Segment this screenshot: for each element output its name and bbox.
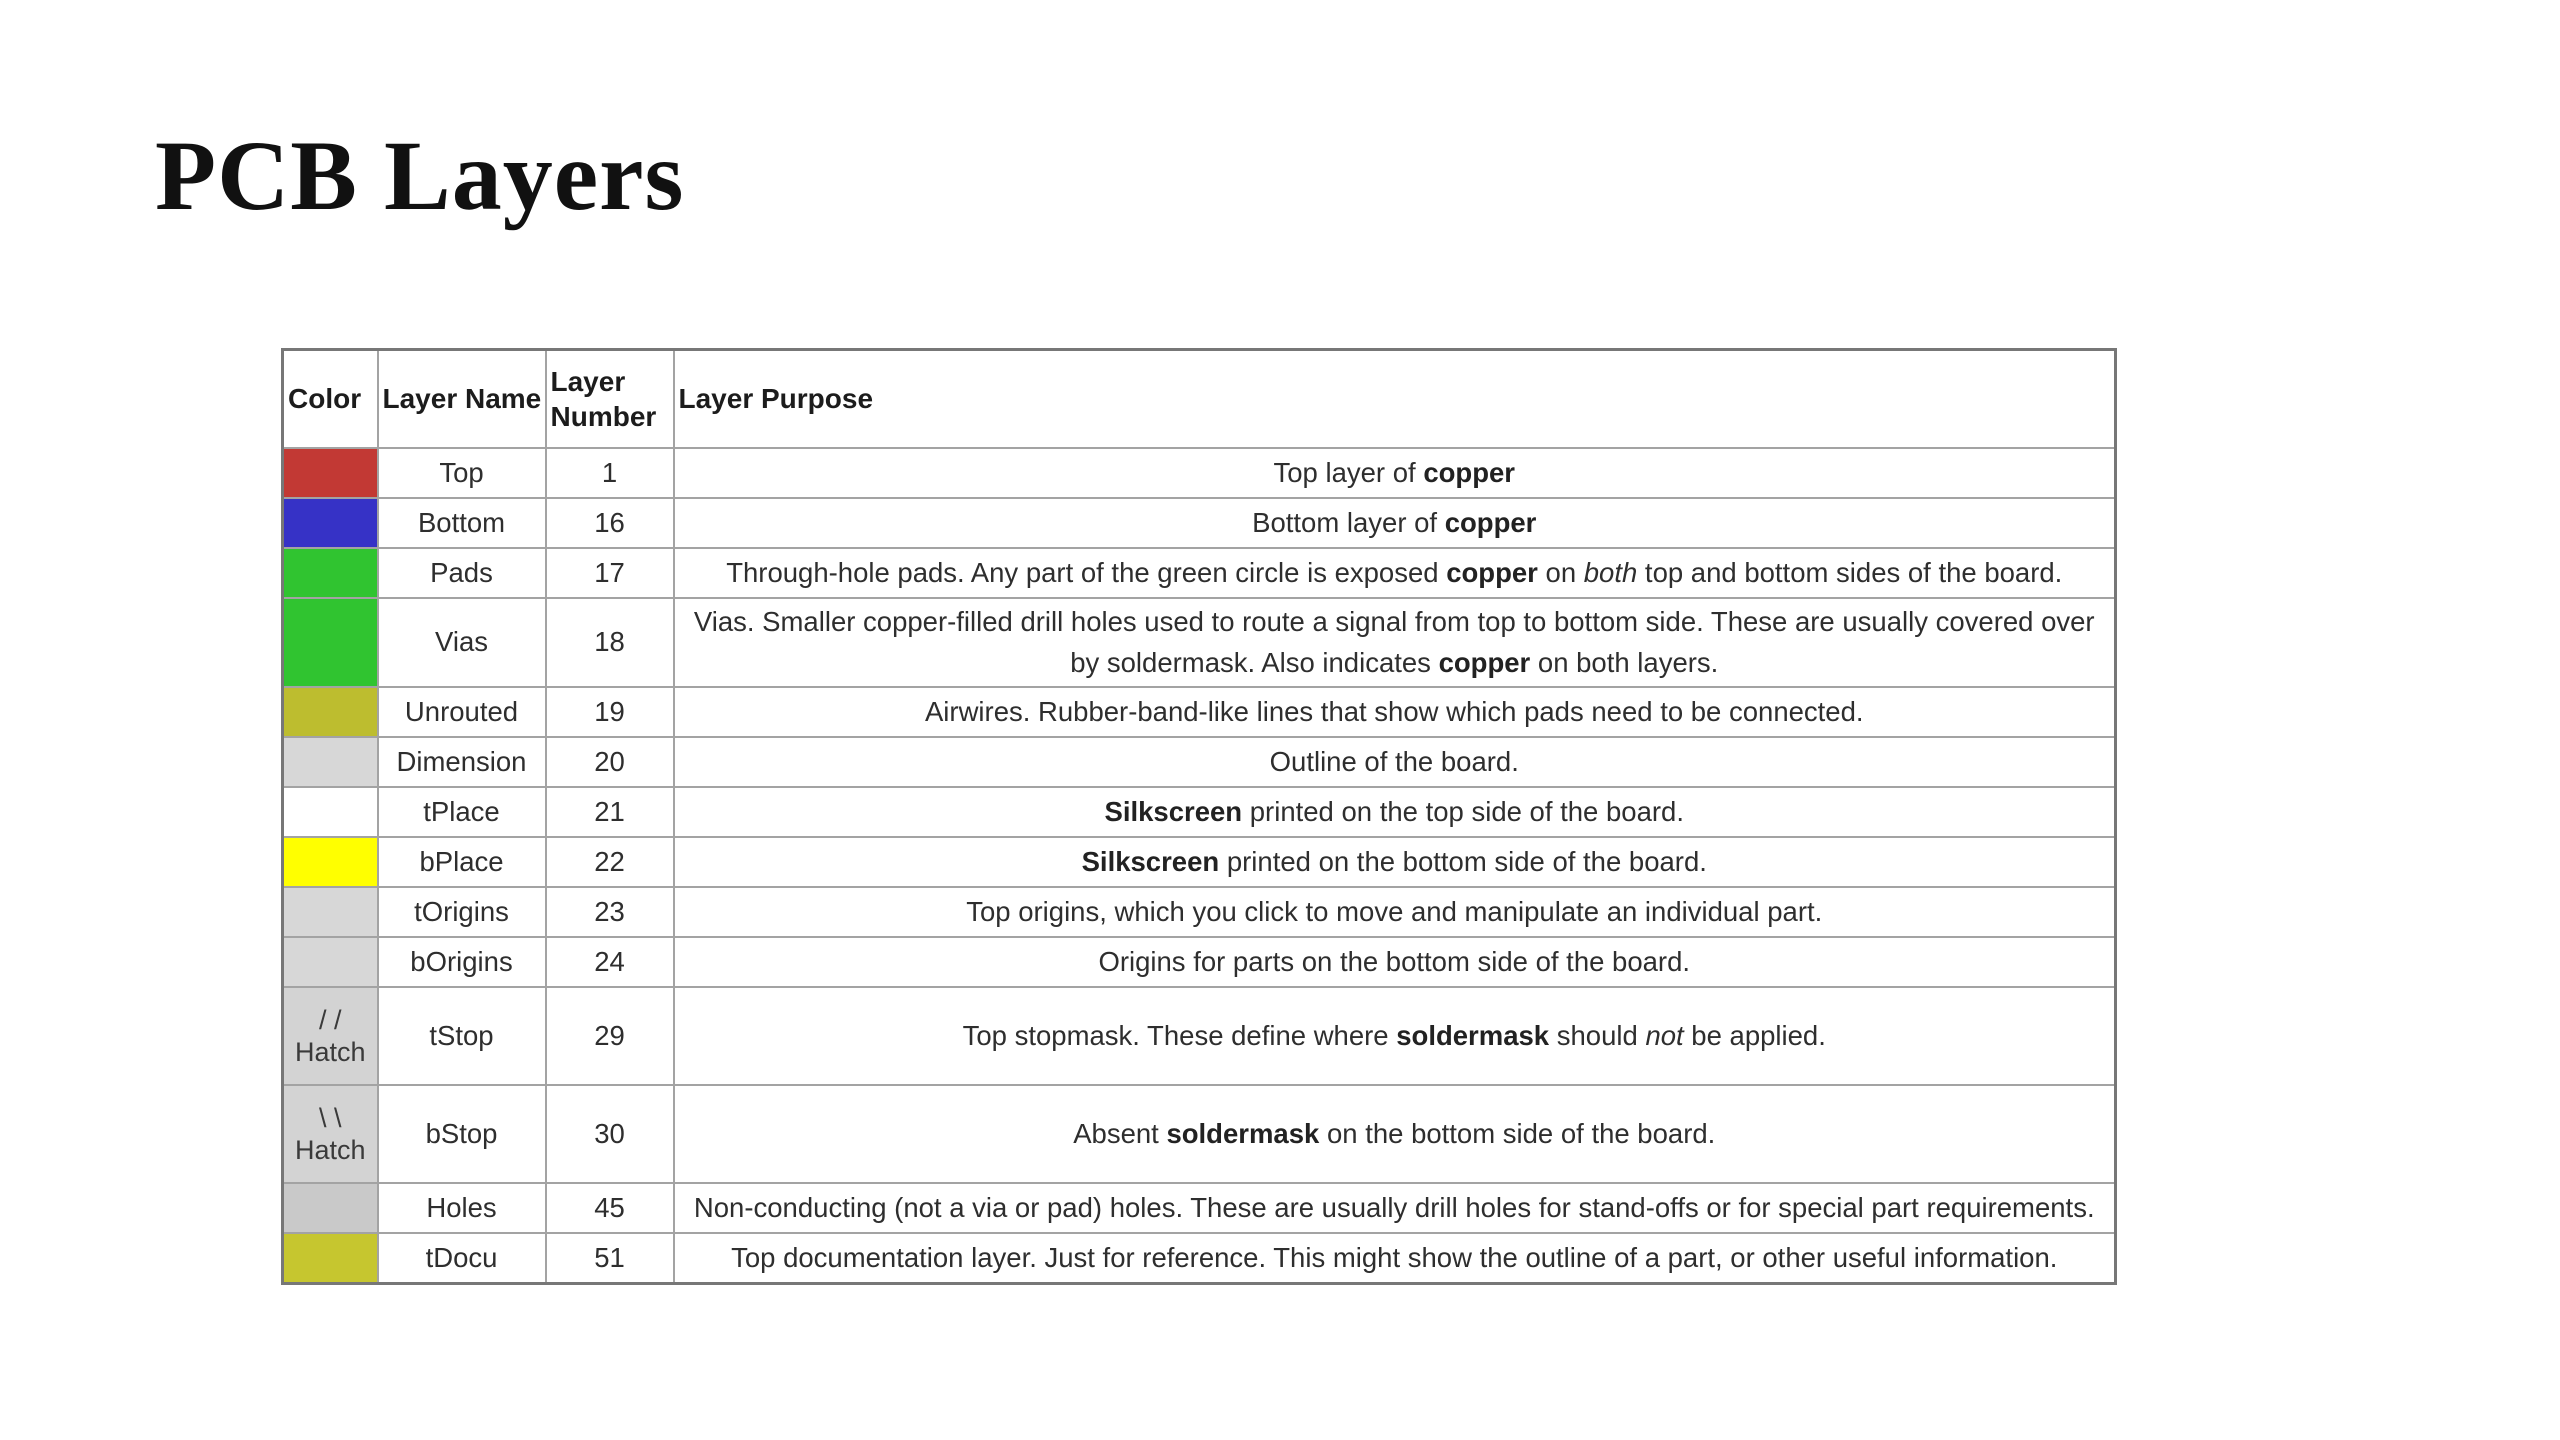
layer-name: bOrigins	[378, 937, 546, 987]
table-row	[283, 1183, 2116, 1233]
layer-color-swatch	[283, 687, 378, 737]
layer-purpose	[674, 598, 2116, 688]
layer-number: 23	[546, 887, 674, 937]
purpose-text-segment: Outline of the board.	[1269, 746, 1519, 778]
purpose-text-segment: printed on the top side of the board.	[1242, 796, 1684, 828]
table-row	[283, 937, 2116, 987]
layer-name: tDocu	[378, 1233, 546, 1284]
layer-number: 22	[546, 837, 674, 887]
layer-color-swatch	[283, 448, 378, 498]
layer-purpose	[674, 937, 2116, 987]
column-header-layer-purpose: Layer Purpose	[674, 350, 2116, 448]
layer-color-swatch	[283, 1085, 378, 1183]
layer-purpose	[674, 887, 2116, 937]
layer-color-swatch	[283, 1183, 378, 1233]
layer-name: Unrouted	[378, 687, 546, 737]
table-row	[283, 448, 2116, 498]
purpose-text-segment: copper	[1444, 506, 1537, 538]
layer-color-swatch	[283, 937, 378, 987]
purpose-text-segment: on the bottom side of the board.	[1319, 1118, 1716, 1150]
layer-purpose	[674, 1085, 2116, 1183]
table-row	[283, 687, 2116, 737]
pcb-layers-table	[281, 348, 2117, 1285]
purpose-text-segment: not	[1645, 1020, 1684, 1052]
purpose-text-segment: on	[1537, 556, 1584, 588]
purpose-text-segment: Origins for parts on the bottom side of the board.	[1098, 946, 1691, 978]
layer-number: 20	[546, 737, 674, 787]
layer-number: 19	[546, 687, 674, 737]
purpose-text-segment: both	[1583, 556, 1638, 588]
layer-name: bStop	[378, 1085, 546, 1183]
purpose-text-segment: be applied.	[1683, 1020, 1826, 1052]
table-row	[283, 548, 2116, 598]
purpose-text-segment: copper	[1438, 647, 1531, 679]
layer-purpose	[674, 737, 2116, 787]
layer-purpose	[674, 687, 2116, 737]
table-row	[283, 1233, 2116, 1284]
purpose-text-segment: Top documentation layer. Just for reference. This might show the outline of a part, or other useful information.	[731, 1242, 2058, 1274]
purpose-text-segment: soldermask	[1166, 1118, 1320, 1150]
layer-color-swatch	[283, 548, 378, 598]
purpose-text-segment: copper	[1423, 456, 1515, 488]
purpose-text-segment: Vias. Smaller copper-filled drill holes used to route a signal from top to bottom side. These are usually covered over by soldermask. Also indicates	[693, 605, 2095, 679]
layer-color-swatch	[283, 1233, 378, 1284]
layer-number: 1	[546, 448, 674, 498]
table-row	[283, 787, 2116, 837]
table-row	[283, 598, 2116, 688]
purpose-text-segment: Absent	[1073, 1118, 1167, 1150]
purpose-text-segment: on both layers.	[1530, 647, 1719, 679]
purpose-text-segment: Non-conducting (not a via or pad) holes. These are usually drill holes for stand-offs or for special part requirements.	[693, 1192, 2095, 1224]
column-header-color: Color	[283, 350, 378, 448]
table-row	[283, 837, 2116, 887]
table-row	[283, 737, 2116, 787]
layer-name: Holes	[378, 1183, 546, 1233]
layer-purpose	[674, 837, 2116, 887]
layer-purpose	[674, 987, 2116, 1085]
table-body	[283, 448, 2116, 1284]
layer-purpose	[674, 1183, 2116, 1233]
layer-purpose	[674, 787, 2116, 837]
purpose-text-segment: printed on the bottom side of the board.	[1219, 846, 1707, 878]
layer-purpose	[674, 548, 2116, 598]
hatch-label: Hatch	[294, 1135, 366, 1166]
layer-color-swatch	[283, 987, 378, 1085]
layer-purpose	[674, 448, 2116, 498]
purpose-text-segment: Airwires. Rubber-band-like lines that show which pads need to be connected.	[924, 696, 1864, 728]
table-header	[283, 350, 2116, 448]
table-row	[283, 987, 2116, 1085]
page-title: PCB Layers	[155, 120, 685, 231]
table-row	[283, 1085, 2116, 1183]
layer-number: 29	[546, 987, 674, 1085]
layer-number: 16	[546, 498, 674, 548]
layer-number: 30	[546, 1085, 674, 1183]
hatch-pattern-glyph: \ \	[318, 1102, 342, 1133]
column-header-layer-name: Layer Name	[378, 350, 546, 448]
layer-purpose	[674, 498, 2116, 548]
column-header-layer-number: Layer Number	[546, 350, 674, 448]
layer-number: 21	[546, 787, 674, 837]
layer-purpose	[674, 1233, 2116, 1284]
layer-number: 45	[546, 1183, 674, 1233]
layer-color-swatch	[283, 498, 378, 548]
purpose-text-segment: should	[1549, 1020, 1646, 1052]
purpose-text-segment: Bottom layer of	[1252, 506, 1445, 538]
purpose-text-segment: top and bottom sides of the board.	[1637, 556, 2063, 588]
layer-name: Top	[378, 448, 546, 498]
layer-name: Dimension	[378, 737, 546, 787]
layer-name: tPlace	[378, 787, 546, 837]
layer-number: 24	[546, 937, 674, 987]
purpose-text-segment: Top layer of	[1273, 456, 1424, 488]
layer-color-swatch	[283, 887, 378, 937]
layer-name: Vias	[378, 598, 546, 688]
layer-color-swatch	[283, 598, 378, 688]
purpose-text-segment: Silkscreen	[1104, 796, 1243, 828]
layer-color-swatch	[283, 787, 378, 837]
purpose-text-segment: Top origins, which you click to move and manipulate an individual part.	[966, 896, 1823, 928]
layer-number: 51	[546, 1233, 674, 1284]
layer-number: 18	[546, 598, 674, 688]
table-row	[283, 887, 2116, 937]
purpose-text-segment: Silkscreen	[1081, 846, 1220, 878]
layer-name: tOrigins	[378, 887, 546, 937]
hatch-pattern-glyph: / /	[318, 1004, 342, 1035]
purpose-text-segment: Top stopmask. These define where	[962, 1020, 1397, 1052]
table-row	[283, 498, 2116, 548]
layer-color-swatch	[283, 737, 378, 787]
layer-name: bPlace	[378, 837, 546, 887]
layer-color-swatch	[283, 837, 378, 887]
layer-name: Bottom	[378, 498, 546, 548]
layer-name: tStop	[378, 987, 546, 1085]
layer-name: Pads	[378, 548, 546, 598]
header-row	[283, 350, 2116, 448]
purpose-text-segment: copper	[1446, 556, 1538, 588]
purpose-text-segment: soldermask	[1396, 1020, 1550, 1052]
layer-number: 17	[546, 548, 674, 598]
purpose-text-segment: Through-hole pads. Any part of the green circle is exposed	[726, 556, 1447, 588]
hatch-label: Hatch	[294, 1037, 366, 1068]
